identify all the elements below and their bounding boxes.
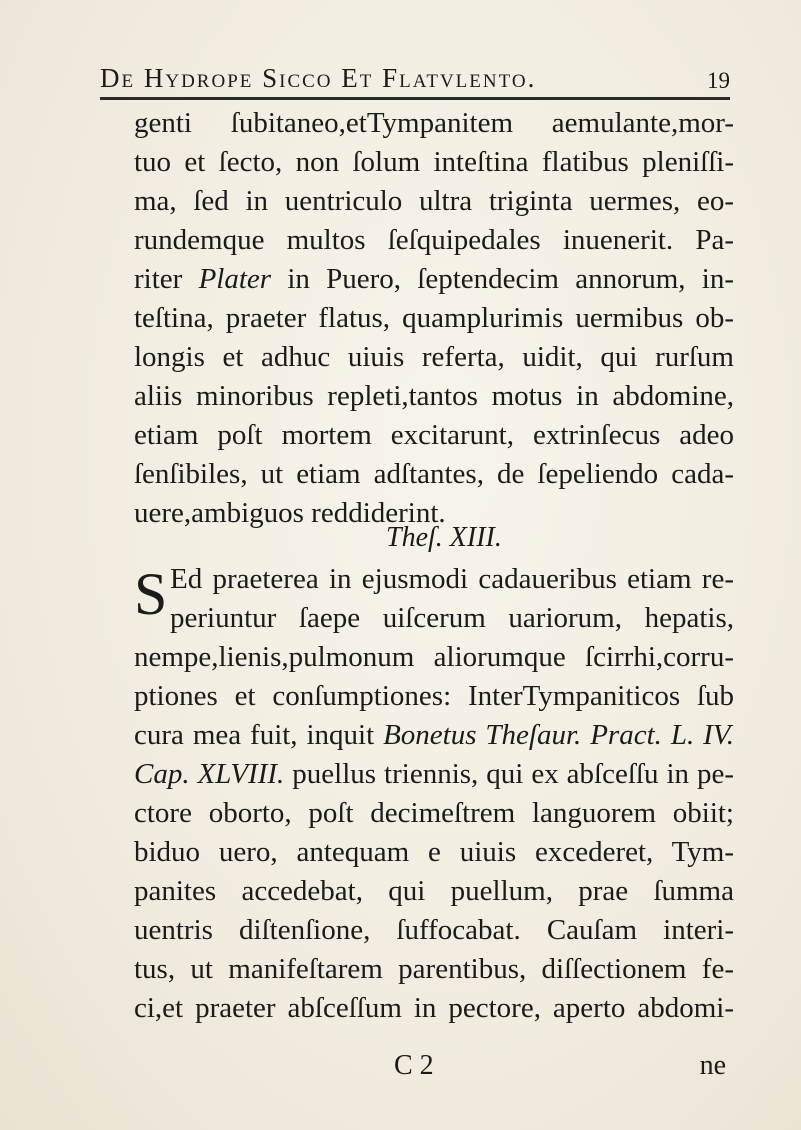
text-line: genti ſubitaneo,etTympanitem aemulante,mor-	[134, 107, 734, 139]
text-line: biduo uero, antequam e uiuis excederet, Tym-	[134, 836, 734, 868]
text-line: ptiones et conſumptiones: InterTympaniticos ſub	[134, 680, 734, 712]
text-line: ctore oborto, poſt decimeſtrem languorem obiit;	[134, 797, 734, 829]
text-line: etiam poſt mortem excitarunt, extrinſecus adeo	[134, 419, 734, 451]
line-end: puellus triennis, qui ex abſceſſu in pe-	[292, 758, 735, 790]
text-line: tus, ut manifeſtarem parentibus, diſſectionem fe-	[134, 953, 734, 985]
text-line: rundemque multos ſeſquipedales inuenerit. Pa-	[134, 224, 734, 256]
text-line: tuo et ſecto, non ſolum inteſtina flatibus pleniſſi-	[134, 146, 734, 178]
text-line: nempe,lienis,pulmonum aliorumque ſcirrhi,corru-	[134, 641, 734, 673]
text-line: longis et adhuc uiuis referta, uidit, qui rurſum	[134, 341, 734, 373]
text-line: aliis minoribus repleti,tantos motus in abdomine,	[134, 380, 734, 412]
line-start: cura mea fuit, inquit	[134, 719, 375, 751]
running-title: De Hydrope Sicco Et Flatvlento.	[100, 63, 537, 93]
text-line	[134, 755, 734, 794]
text-line: ci,et praeter abſceſſum in pectore, aperto abdomi-	[134, 992, 734, 1024]
section-heading: Theſ. XIII.	[386, 522, 502, 553]
line-end: in Puero, ſeptendecim annorum, in-	[287, 263, 735, 295]
line-start: riter	[134, 263, 183, 295]
text-line: teſtina, praeter flatus, quamplurimis uermibus ob-	[134, 302, 734, 334]
dropcap-block	[134, 560, 734, 638]
paragraph-1	[134, 104, 734, 533]
text-line: panites accedebat, qui puellum, prae ſumma	[134, 875, 734, 907]
text-line: ſenſibiles, ut etiam adſtantes, de ſepeliendo cada-	[134, 458, 734, 490]
text-line: periuntur ſaepe uiſcerum uariorum, hepatis,	[170, 602, 734, 634]
page-number: 19	[707, 68, 730, 93]
page-footer	[134, 1050, 734, 1090]
text-line: ma, ſed in uentriculo ultra triginta uermes, eo-	[134, 185, 734, 217]
running-header	[100, 58, 730, 94]
citation-italic: Bonetus Theſaur. Pract. L. IV.	[383, 719, 734, 751]
catchword: ne	[699, 1050, 726, 1081]
drop-cap-letter: S	[134, 561, 168, 627]
citation-chapter-italic: Cap. XLVIII.	[134, 758, 285, 790]
text-line: uere,ambiguos reddiderint.	[134, 497, 446, 529]
header-rule	[100, 97, 730, 100]
paragraph-2	[134, 560, 734, 1028]
text-line: uentris diſtenſione, ſuffocabat. Cauſam interi-	[134, 914, 734, 946]
text-line	[134, 260, 734, 299]
dropcap-lines	[170, 560, 734, 638]
author-name-italic: Plater	[198, 263, 272, 295]
text-line: Ed praeterea in ejusmodi cadaueribus etiam re-	[170, 563, 734, 595]
text-line	[134, 716, 734, 755]
signature-mark: C 2	[394, 1050, 434, 1081]
